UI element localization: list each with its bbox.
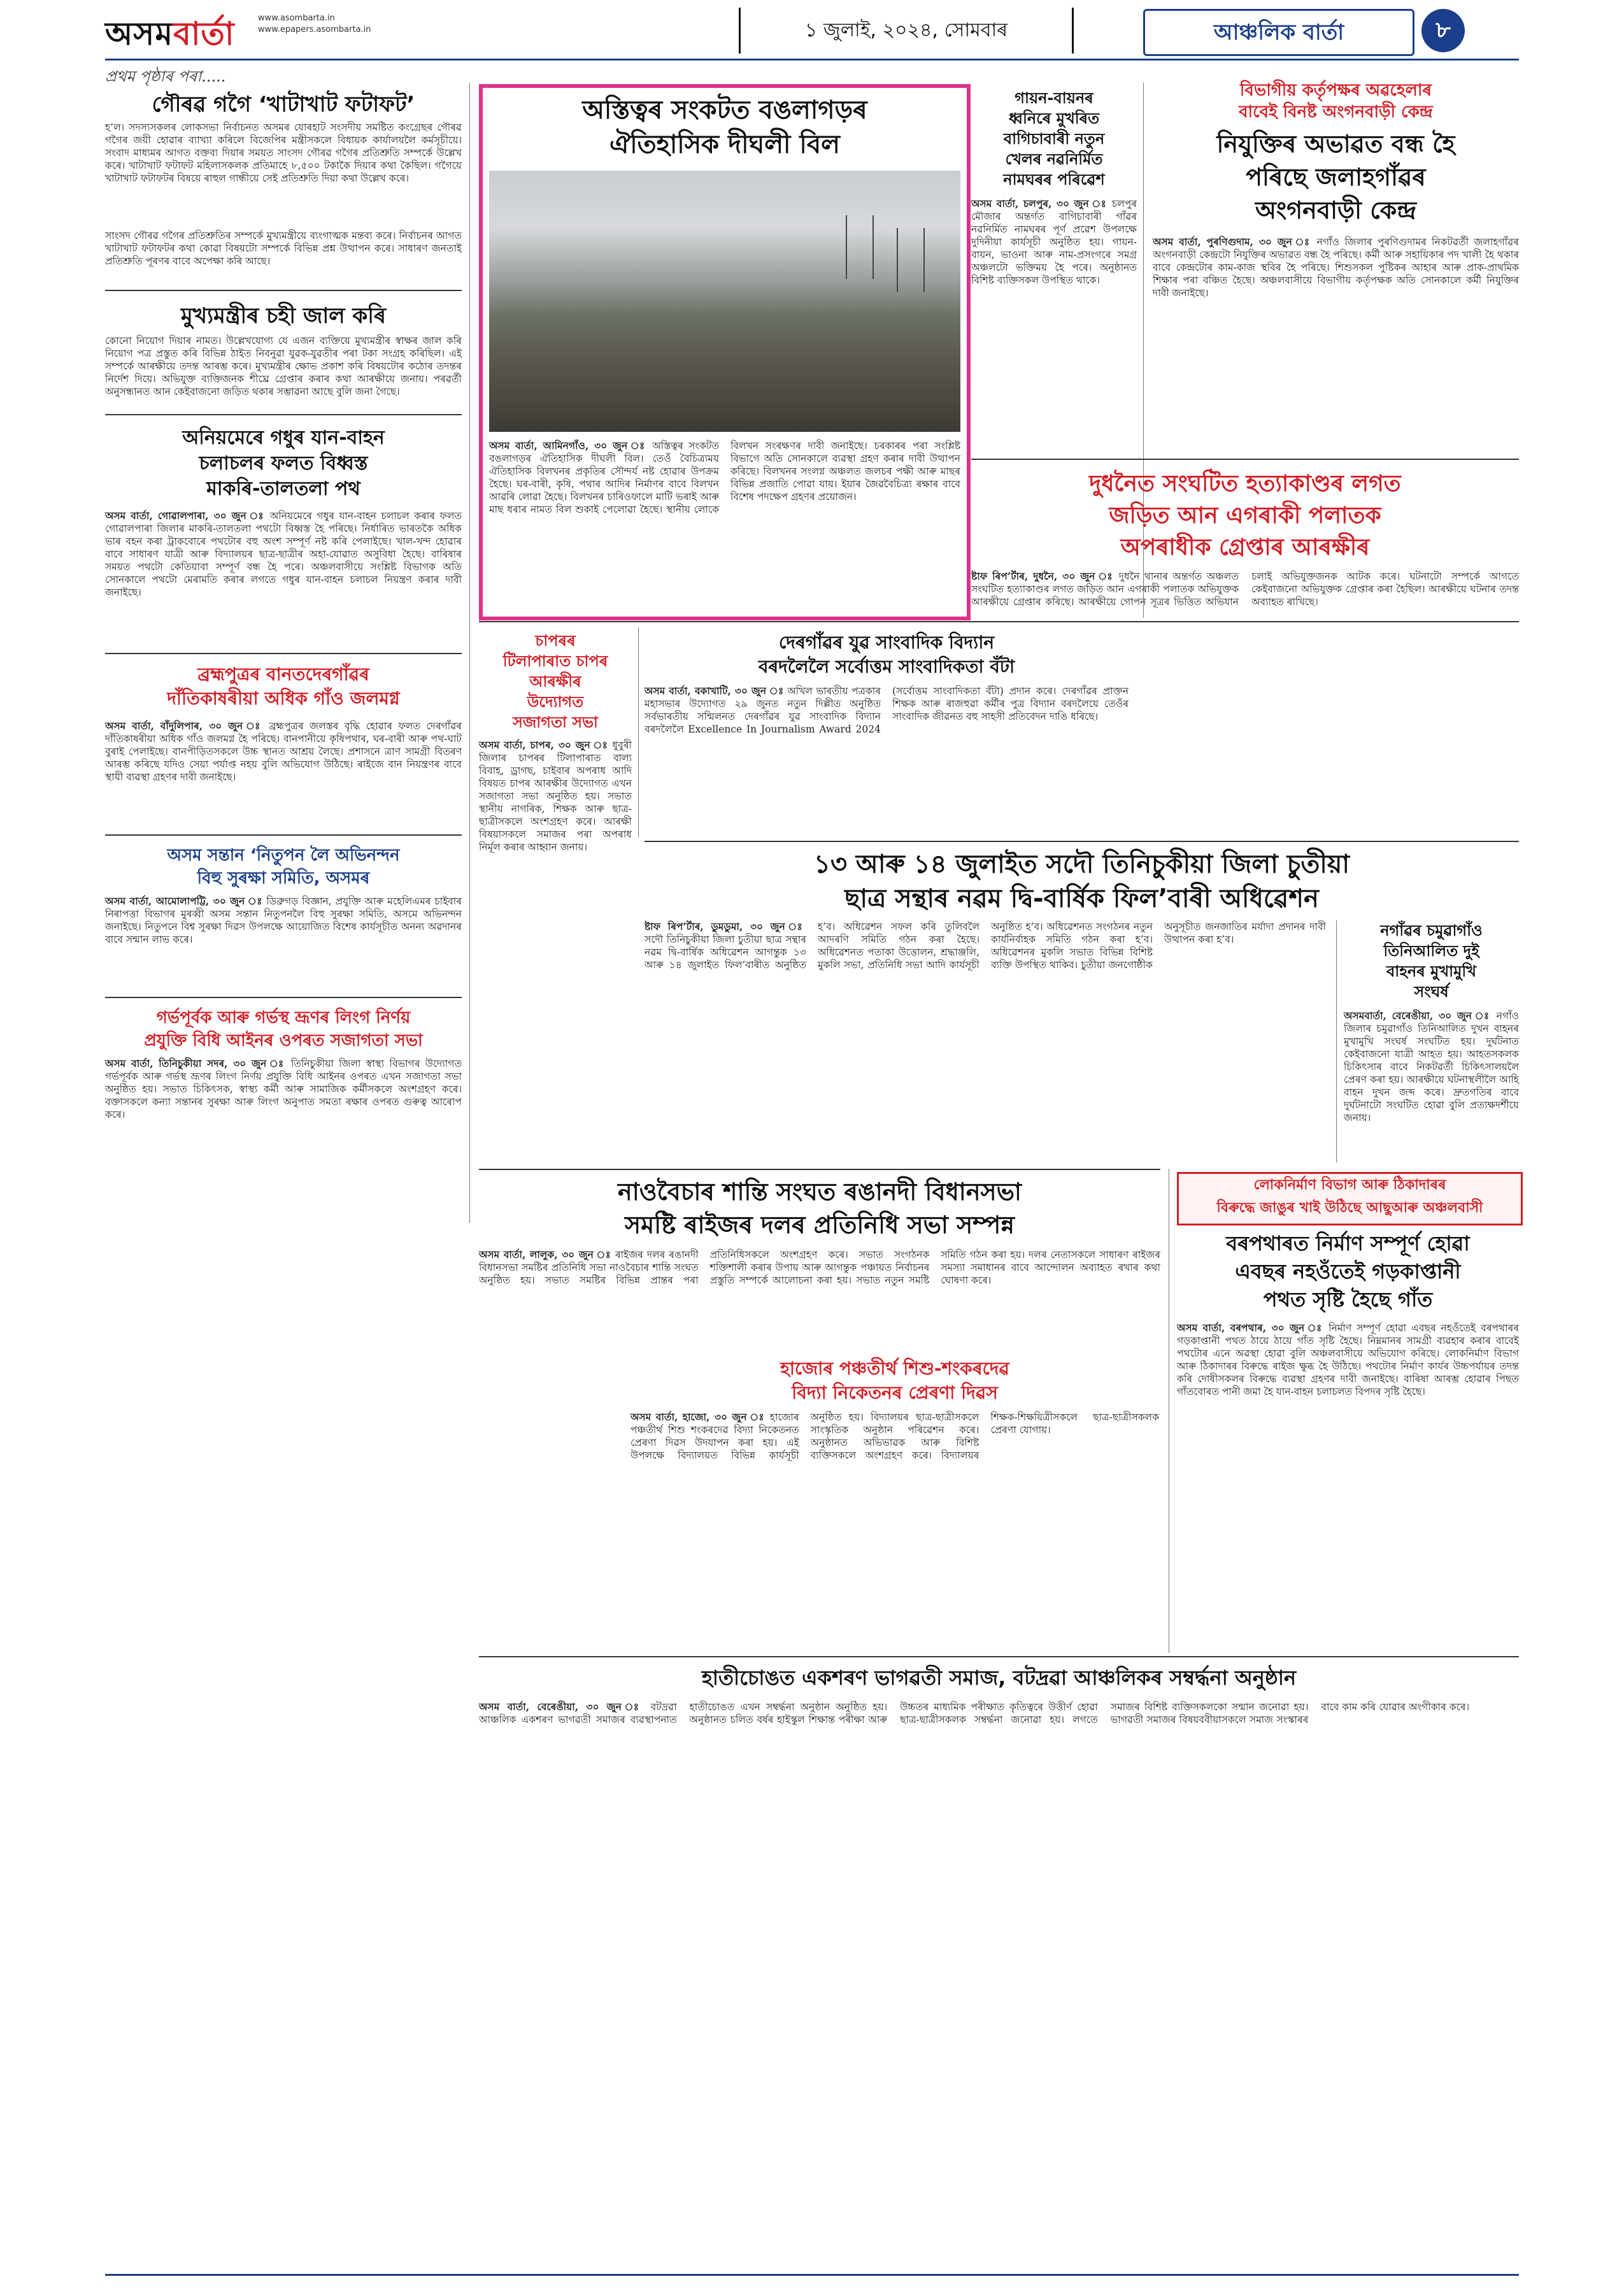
excellence-headline-line: বৰদলৈলৈ সৰ্বোত্তম সাংবাদিকতা বঁটা: [758, 656, 1015, 677]
vidya-headline-line: বিদ্যা নিকেতনৰ প্ৰেৰণা দিৱস: [792, 1382, 998, 1403]
divider: [479, 1656, 1519, 1657]
naobaicha-body: [479, 1248, 1160, 1287]
masthead-rule: [105, 59, 1519, 61]
brahmaputra-headline-line: ব্ৰহ্মপুত্ৰৰ বানতদেৰগাঁৱৰ: [197, 664, 369, 685]
namghar-headline-line: গায়ন-বায়নৰ: [1015, 89, 1093, 107]
epaper-link[interactable]: www.epapers.asombarta.in: [258, 25, 371, 34]
dighali-body: [489, 439, 960, 516]
murder-text: দুধনৈ থানাৰ অন্তৰ্গত অঞ্চলত সংঘটিত হত্যাকাণ্ডৰ লগত জড়িত আন এগৰাকী পলাতক অভিযুক্তক আৰক্ষীয়ে গ্ৰেপ্তাৰ কৰিছে। আৰক্ষীয়ে গোপন সূত্ৰৰ ভিত্তিত অভিযান চলাই অভিযুক্তজনক আটক কৰে। ঘটনাটো সম্পৰ্কে আগতে কেইবাজনো অভিযুক্তক গ্ৰেপ্তাৰ কৰা হৈছিল। আৰক্ষীয়ে ঘটনাৰ তদন্ত অব্যাহত ৰাখিছে।: [971, 571, 1519, 608]
murder-body: [971, 570, 1519, 608]
cm-headline: মুখ্যমন্ত্ৰীৰ চহী জাল কৰি: [180, 303, 387, 329]
excellence-text: অখিল ভাৰতীয় পত্ৰকাৰ মহাসভাৰ উদ্যোগত ২৯ জুনত নতুন দিল্লীত অনুষ্ঠিত সৰ্বভাৰতীয় সন্মিলনত দেৰগাঁৱৰ যুৱ সাংবাদিক বিদ্যান বৰদলৈলৈ Excellence In Journalism Award 2024 (সৰ্বোত্তম সাংবাদিকতা বঁটা) প্ৰদান কৰে। দেৰগাঁৱৰ প্ৰাক্তন শিক্ষক আৰু ৰাজহুৱা কৰ্মীৰ পুত্ৰ বিদ্যান বৰদলৈয়ে তেওঁৰ সাংবাদিক জীৱনত বহু সাহসী প্ৰতিবেদন দাঙি ধৰিছে।: [645, 685, 1129, 735]
dighali-headline-line: ঐতিহাসিক দীঘলী বিল: [609, 130, 840, 159]
garbha-text: তিনিচুকীয়া জিলা স্বাস্থ্য বিভাগৰ উদ্যোগত গৰ্ভপূৰ্বক আৰু গৰ্ভস্থ ভ্ৰূণৰ লিংগ নিৰ্ণয় প্ৰযুক্তি বিধি আইনৰ ওপৰত এখন সজাগতা সভা অনুষ্ঠিত হয়। সভাত চিকিৎসক, স্বাস্থ্য কৰ্মী আৰু সামাজিক কৰ্মীসকলে অংশগ্ৰহণ কৰে। বক্তাসকলে কন্যা সন্তানৰ সুৰক্ষা আৰু লিংগ অনুপাত সমতা ৰক্ষাৰ ওপৰত গুৰুত্ব আৰোপ কৰে।: [105, 1058, 462, 1120]
cm-body: কোনো নিয়োগ দিয়াৰ নামত। উল্লেখযোগ্য যে এজন ব্যক্তিয়ে মুখ্যমন্ত্ৰীৰ স্বাক্ষৰ জাল কৰি নিয়োগ পত্ৰ প্ৰস্তুত কৰি বিভিন্ন ঠাইত নিবনুৱা যুৱক-যুৱতীৰ পৰা টকা সংগ্ৰহ কৰিছিল। এই সম্পৰ্কে আৰক্ষীয়ে তদন্ত আৰম্ভ কৰে। মুখ্যমন্ত্ৰীৰ ক্ষোভ প্ৰকাশ কৰি বিষয়টোৰ কঠোৰ তদন্তৰ নিৰ্দেশ দিয়ে। অভিযুক্ত ব্যক্তিজনক শীঘ্ৰে গ্ৰেপ্তাৰ কৰাৰ কথা আৰক্ষীয়ে জনায়। পৰৱৰ্তী অনুসন্ধানত আন কেইবাজনো জড়িত থকাৰ সম্ভাৱনা আছে বুলি জনা গৈছে।: [105, 335, 462, 397]
byline: অসম বাৰ্তা, লালুক, ৩০ জুন ঃ: [479, 1248, 611, 1261]
byline: অসমবাৰ্তা, বেৰেঙীয়া, ৩০ জুন ঃ: [1344, 1010, 1492, 1022]
contractor-kicker: [1179, 1174, 1521, 1220]
divider: [479, 621, 1519, 622]
garbha-body: [105, 1057, 462, 1121]
dateline: ১ জুলাই, ২০২৪, সোমবাৰ: [739, 8, 1074, 54]
featured-story-box: [479, 84, 971, 620]
column-rule: [469, 83, 470, 1223]
contractor-headline: [1177, 1229, 1519, 1313]
namghar-headline-line: ধ্বনিৰে মুখৰিত: [1008, 110, 1100, 127]
namghar-headline-line: নামঘৰৰ পৰিৱেশ: [1003, 171, 1105, 189]
accident-text: নগাঁও জিলাৰ চমুৱাগাঁও তিনিআলিত দুখন বাহনৰ মুখামুখি সংঘৰ্ষ সংঘটিত হয়। দুৰ্ঘটনাত কেইবাজনো যাত্ৰী আহত হয়। আহতসকলক চিকিৎসাৰ বাবে নিকটৱৰ্তী চিকিৎসালয়লৈ প্ৰেৰণ কৰা হয়। আৰক্ষীয়ে ঘটনাস্থলীলৈ আহি বাহন দুখন জব্দ কৰে। দ্ৰুতগতিৰ বাবে দুৰ্ঘটনাটো সংঘটিত হোৱা বুলি প্ৰত্যক্ষদৰ্শীয়ে জনায়।: [1344, 1010, 1519, 1124]
dighali-text: অস্তিত্বৰ সংকটত বঙলাগড়ৰ ঐতিহাসিক দীঘলী বিল। তেওঁ বৈচিত্ৰ্যময় ঐতিহাসিক বিলখনৰ প্ৰকৃতিৰ সৌন্দৰ্য নষ্ট হোৱাৰ উপক্ৰম হৈছে। ঘৰ-বাৰী, কৃষি, পথাৰ আদিৰ নিৰ্মাণৰ বাবে বিলখন আৱৰি লোৱা হৈছে। বিলখনৰ চাৰিওফালে মাটি ভৰাই আৰু মাছ ধৰাৰ নামত বিল শুকাই পেলোৱা হৈছে। স্থানীয় লোকে বিলখন সংৰক্ষণৰ দাবী জনাইছে। চৰকাৰৰ পৰা সংশ্লিষ্ট বিভাগে অতি সোনকালে ব্যৱস্থা গ্ৰহণ কৰাৰ দাবী উত্থাপন কৰিছে। বিলখনৰ সংলগ্ন অঞ্চলত জলচৰ পক্ষী আৰু মাছৰ বিভিন্ন প্ৰজাতি পোৱা যায়। ইয়াৰ জৈৱবৈচিত্ৰ্য ৰক্ষাৰ বাবে বিশেষ পদক্ষেপ গ্ৰহণৰ প্ৰয়োজন।: [489, 440, 960, 515]
nitupon-headline-line: অসম সন্তান ‘নিতুপন লৈ অভিনন্দন: [167, 846, 400, 865]
anganwadi-kicker-line: বাবেই বিনষ্ট অংগনবাড়ী কেন্দ্ৰ: [1239, 103, 1433, 122]
excellence-headline-line: দেৰগাঁৱৰ যুৱ সাংবাদিক বিদ্যান: [778, 632, 995, 653]
byline: অসম বাৰ্তা, চাপৰ, ৩০ জুন ঃ: [479, 739, 609, 751]
garbha-headline-line: প্ৰযুক্তি বিধি আইনৰ ওপৰত সজাগতা সভা: [144, 1031, 423, 1050]
chapar-text: ধুবুৰী জিলাৰ চাপৰৰ টিলাপাৰাত বাল্য বিবাহ, ড্ৰাগছ, চাইবাৰ অপৰাধ আদি বিষয়ত চাপৰ আৰক্ষীৰ উদ্যোগত এখন সজাগতা সভা অনুষ্ঠিত হয়। সভাত স্থানীয় নাগৰিক, শিক্ষক আৰু ছাত্ৰ-ছাত্ৰীসকলে অংশগ্ৰহণ কৰে। আৰক্ষী বিষয়াসকলে সমাজৰ পৰা অপৰাধ নিৰ্মূল কৰাৰ আহ্বান জনায়।: [479, 739, 632, 853]
divider: [479, 1169, 1160, 1170]
dighali-headline: [489, 93, 960, 162]
anomaly-headline-line: চলাচলৰ ফলত বিধ্বস্ত: [199, 452, 368, 475]
chapar-body: [479, 739, 632, 854]
accident-headline: [1344, 920, 1519, 1002]
chutia-text: সদৌ তিনিচুকীয়া জিলা চুতীয়া ছাত্ৰ সন্থাৰ নৱম দ্বি-বাৰ্ষিক অধিৱেশন আগন্তুক ১৩ আৰু ১৪ জুলাইত ফিল’বাৰীত অনুষ্ঠিত হ’ব। অধিৱেশন সফল কৰি তুলিবলৈ আদৰণি সমিতি গঠন কৰা হৈছে। অধিৱেশনত পতাকা উত্তোলন, শ্ৰদ্ধাঞ্জলি, মুকলি সভা, প্ৰতিনিধি সভা আদি কাৰ্যসূচী অনুষ্ঠিত হ’ব। অধিৱেশনত সংগঠনৰ নতুন কাৰ্যনিৰ্বাহক সমিতি গঠন কৰা হ’ব। অধিৱেশনৰ মুকলি সভাত বিভিন্ন বিশিষ্ট ব্যক্তি উপস্থিত থাকিব। চুতীয়া জনগোষ্ঠীক অনুসূচীত জনজাতিৰ মৰ্যাদা প্ৰদানৰ দাবী উত্থাপন কৰা হ’ব।: [645, 921, 1326, 971]
garbha-headline-line: গৰ্ভপূৰ্বক আৰু গৰ্ভস্থ ভ্ৰূণৰ লিংগ নিৰ্ণয়: [156, 1008, 411, 1027]
anomaly-headline-line: অনিয়মেৰে গধুৰ যান-বাহন: [182, 427, 385, 449]
website-links: [258, 13, 371, 36]
anganwadi-body: [1153, 236, 1519, 299]
byline: ষ্টাফ ৰিপ’ৰ্টাৰ, দুধনৈ, ৩০ জুন ঃ: [971, 570, 1115, 582]
vidya-headline: [630, 1357, 1159, 1405]
accident-headline-line: তিনিআলিত দুই: [1383, 942, 1479, 960]
chutia-body: [645, 920, 1326, 971]
brahmaputra-text: ব্ৰহ্মপুত্ৰৰ জলস্তৰ বৃদ্ধি হোৱাৰ ফলত দেৰগাঁৱৰ দাঁতিকাষৰীয়া অধিক গাঁও জলমগ্ন হৈ পৰিছে। বানপানীয়ে কৃষিপথাৰ, ঘৰ-বাৰী আৰু পথ-ঘাট বুৰাই পেলাইছে। বানপীড়িতসকলে উচ্চ স্থানত আশ্ৰয় লৈছে। প্ৰশাসনে ত্ৰাণ সামগ্ৰী বিতৰণ আৰম্ভ কৰিছে যদিও সেয়া পৰ্যাপ্ত নহয় বুলি অভিযোগ উঠিছে। ৰাইজে বান নিয়ন্ত্ৰণৰ বাবে স্থায়ী ব্যৱস্থা গ্ৰহণৰ দাবী জনাইছে।: [105, 720, 462, 783]
naobaicha-headline-line: সমষ্টি ৰাইজৰ দলৰ প্ৰতিনিধি সভা সম্পন্ন: [625, 1211, 1015, 1239]
anomaly-headline-line: মাকৰি-তালতলা পথ: [206, 478, 360, 500]
murder-headline-line: অপৰাধীক গ্ৰেপ্তাৰ আৰক্ষীৰ: [1120, 534, 1370, 561]
divider: [971, 459, 1519, 460]
byline: অসম বাৰ্তা, বকাখাটি, ৩০ জুন ঃ: [645, 685, 784, 697]
byline: অসম বাৰ্তা, আমোলাপট্টি, ৩০ জুন ঃ: [105, 895, 263, 907]
brahmaputra-body: [105, 720, 462, 783]
murder-headline: [971, 468, 1519, 564]
anganwadi-headline: [1153, 127, 1519, 227]
anganwadi-kicker: [1153, 80, 1519, 123]
excellence-headline: [645, 631, 1129, 679]
transmission-tower-icon: [897, 228, 925, 292]
byline: অসম বাৰ্তা, বেৰেঙীয়া, ৩০ জুন ঃ: [479, 1701, 643, 1713]
divider: [105, 834, 462, 836]
accident-headline-line: নগাঁৱৰ চমুৱাগাঁও: [1380, 922, 1483, 939]
bhagawati-headline: হাতীচোঙত একশৰণ ভাগৱতী সমাজ, বটদ্ৰৱা আঞ্চলিকৰ সম্বৰ্দ্ধনা অনুষ্ঠান: [701, 1666, 1297, 1690]
anomaly-body: [105, 510, 462, 599]
wetland-photo: [489, 171, 960, 432]
anganwadi-kicker-line: বিভাগীয় কৰ্তৃপক্ষৰ অৱহেলাৰ: [1239, 81, 1432, 100]
logo-right-text: বাৰ্তা: [173, 15, 235, 52]
chutia-headline-line: ১৩ আৰু ১৪ জুলাইত সদৌ তিনিচুকীয়া জিলা চুতীয়া: [814, 850, 1350, 879]
website-link[interactable]: www.asombarta.in: [258, 13, 335, 23]
gourav-body: হ’ল। সদস্যসকলৰ লোকসভা নিৰ্বাচনত অসমৰ যোৰহাট সংসদীয় সমষ্টিত কংগ্ৰেছৰ গৌৰৱ গগৈৰ জয়ী হোৱাৰ ব্যাখ্যা কৰিলে বিজেপিৰ মন্ত্ৰীসকলে বিধায়ক কাৰ্যালয়লৈ কৰ্মসূচীয়ে। সংবাদ মাধ্যমৰ আগত বক্তব্য দিয়াৰ সময়ত সাংসদ গৌৰৱ গগৈৰ প্ৰতিশ্ৰুতি সম্পৰ্কে উল্লেখ কৰে। খাটাখাট ফটাফট মহিলাসকলক প্ৰতিমাহে ৮,৫০০ টকাকৈ দিয়াৰ কথা কৈছিল। গগৈয়ে খাটাখাট ফটাফটৰ বিষয়ে ৰাহুল গান্ধীয়ে সেই প্ৰতিশ্ৰুতি দিয়া কথা উল্লেখ কৰে।: [105, 122, 462, 184]
anganwadi-headline-line: অংগনবাড়ী কেন্দ্ৰ: [1255, 196, 1416, 224]
anganwadi-headline-line: পৰিছে জলাহগাঁৱৰ: [1246, 163, 1426, 191]
contractor-headline-line: বৰপথাৰত নিৰ্মাণ সম্পূৰ্ণ হোৱা: [1226, 1231, 1470, 1255]
vidya-headline-line: হাজোৰ পঞ্চতীৰ্থ শিশু-শংকৰদেৱ: [780, 1358, 1009, 1379]
accident-headline-line: সংঘৰ্ষ: [1414, 983, 1449, 1001]
byline: অসম বাৰ্তা, বাঁদুলিপাৰ, ৩০ জুন ঃ: [105, 720, 263, 732]
divider: [645, 841, 1519, 842]
divider: [105, 290, 462, 291]
nitupon-headline-line: বিহু সুৰক্ষা সমিতি, অসমৰ: [197, 869, 370, 888]
namghar-headline: [971, 88, 1137, 190]
chapar-headline-line: চাপৰৰ: [535, 632, 576, 650]
contractor-kicker-box: [1177, 1172, 1523, 1225]
byline: অসম বাৰ্তা, হাজো, ৩০ জুন ঃ: [630, 1411, 766, 1423]
chapar-headline-line: সজাগতা সভা: [512, 713, 599, 731]
accident-body: [1344, 1010, 1519, 1124]
nitupon-headline: [105, 844, 462, 890]
anganwadi-text: নগাঁও জিলাৰ পুৰণিগুদামৰ নিকটৱৰ্তী জলাহগাঁৱৰ অংগনবাড়ী কেন্দ্ৰটো নিযুক্তিৰ অভাৱত বন্ধ হৈ পৰিছে। কৰ্মী আৰু সহায়িকাৰ পদ খালী হৈ থকাৰ বাবে কেন্দ্ৰটোৰ কাম-কাজ স্থবিৰ হৈ পৰিছে। শিশুসকল পুষ্টিকৰ আহাৰ আৰু প্ৰাক-প্ৰাথমিক শিক্ষাৰ পৰা বঞ্চিত হৈছে। অঞ্চলবাসীয়ে বিভাগীয় কৰ্তৃপক্ষক অতি সোনকালে কৰ্মী নিযুক্তিৰ দাবী জনাইছে।: [1153, 236, 1519, 299]
section-title: আঞ্চলিক বাৰ্তা: [1143, 9, 1414, 56]
namghar-headline-line: বাগিচাবাৰী নতুন: [1003, 130, 1105, 148]
column-rule: [1336, 920, 1337, 1162]
murder-headline-line: জড়িত আন এগৰাকী পলাতক: [1109, 503, 1381, 529]
brahmaputra-headline-line: দাঁতিকাষৰীয়া অধিক গাঁও জলমগ্ন: [167, 688, 400, 709]
byline: অসম বাৰ্তা, পুৰণিগুদাম, ৩০ জুন ঃ: [1153, 236, 1312, 248]
newspaper-logo: [105, 11, 252, 56]
byline: অসম বাৰ্তা, গোৱালপাৰা, ৩০ জুন ঃ: [105, 510, 266, 522]
namghar-headline-line: খেলৰ নৱনিৰ্মিত: [1005, 150, 1103, 168]
vidya-body: [630, 1411, 1159, 1462]
nitupon-text: ডিব্ৰুগড় বিজ্ঞান, প্ৰযুক্তি আৰু মহেলিএমৰ চাইবাৰ নিৰাপত্তা বিভাগৰ মুৰব্বী অসম সন্তান নিতুপনলৈ বিহু সুৰক্ষা সমিতি, অসমে অভিনন্দন জনাইছে। নিতুপনে বিশ্ব সুৰক্ষা দিৱস উপলক্ষে আয়োজিত বিশেষ কাৰ্যসূচীত অনন্য অৱদানৰ বাবে সন্মান লাভ কৰে।: [105, 896, 462, 945]
bhagawati-text: বটদ্ৰৱা আঞ্চলিক একশৰণ ভাগৱতী সমাজৰ ব্যৱস্থাপনাত হাতীচোঙত এখন সম্বৰ্দ্ধনা অনুষ্ঠান অনুষ্ঠিত হয়। অনুষ্ঠানত চলিত বৰ্ষৰ হাইস্কুল শিক্ষান্ত পৰীক্ষা আৰু উচ্চতৰ মাধ্যমিক পৰীক্ষাত কৃতিত্বৰে উত্তীৰ্ণ হোৱা ছাত্ৰ-ছাত্ৰীসকলক সম্বৰ্দ্ধনা জনোৱা হয়। লগতে সমাজৰ বিশিষ্ট ব্যক্তিসকলকো সন্মান জনোৱা হয়। ভাগৱতী সমাজৰ বিষয়ববীয়াসকলে সমাজ সংস্কাৰৰ বাবে কাম কৰি যোৱাৰ অংগীকাৰ কৰে।: [479, 1701, 1470, 1725]
anomaly-text: অনিয়মেৰে গধুৰ যান-বাহন চলাচল কৰাৰ ফলত গোৱালপাৰা জিলাৰ মাকৰি-তালতলা পথটো বিধ্বস্ত হৈ পৰিছে। নিৰ্ধাৰিত ভাৰতকৈ অধিক ভাৰ বহন কৰা ট্ৰাকবোৰে পথটোৰ বহু অংশ সম্পূৰ্ণ নষ্ট কৰি পেলাইছে। খাল-খন্দ হোৱাৰ বাবে সাধাৰণ যাত্ৰী আৰু বিদ্যালয়ৰ ছাত্ৰ-ছাত্ৰীৰ অহা-যোৱাত অসুবিধা হৈছে। বাৰিষাৰ সময়ত পথটো কেতিয়াবা সম্পূৰ্ণ বন্ধ হৈ পৰে। অঞ্চলবাসীয়ে সংশ্লিষ্ট বিভাগক অতি সোনকালে পথটো মেৰামতি কৰাৰ লগতে গধুৰ যান-বাহন চলাচল নিয়ন্ত্ৰণ কৰাৰ দাবী জনাইছে।: [105, 510, 462, 598]
chutia-headline-line: ছাত্ৰ সন্থাৰ নৱম দ্বি-বাৰ্ষিক ফিল’বাৰী অধিৱেশন: [844, 884, 1319, 913]
chapar-headline-line: টিলাপাৰাত চাপৰ: [502, 652, 608, 670]
contractor-text: নিৰ্মাণ সম্পূৰ্ণ হোৱা এবছৰ নহওঁতেই বৰপথাৰৰ গড়কাপ্তানী পথত ঠায়ে ঠায়ে গাঁত সৃষ্টি হৈছে। নিম্নমানৰ সামগ্ৰী ব্যৱহাৰ কৰাৰ বাবেই পথটোৰ এনে অৱস্থা হোৱা বুলি অঞ্চলবাসীয়ে অভিযোগ কৰিছে। লোকনিৰ্মাণ বিভাগ আৰু ঠিকাদাৰৰ বিৰুদ্ধে ৰাইজ ক্ষুব্ধ হৈ উঠিছে। পথটোৰ নিৰ্মাণ কাৰ্যৰ উচ্চপৰ্যায়ৰ তদন্ত কৰি দোষীসকলৰ বিৰুদ্ধে ব্যৱস্থা গ্ৰহণৰ দাবী জনাইছে। বাৰিষা আৰম্ভ হোৱাৰ পিছত গাঁতবোৰত পানী জমা হৈ যান-বাহন চলাচলত বিপদৰ সৃষ্টি হৈছে।: [1177, 1322, 1519, 1397]
namghar-body: [971, 197, 1137, 287]
chapar-headline-line: উদ্যোগত: [527, 693, 584, 711]
chapar-headline: [479, 631, 632, 732]
byline: অসম বাৰ্তা, আমিনগাঁও, ৩০ জুন ঃ: [489, 439, 647, 452]
divider: [105, 997, 462, 998]
gourav-body-cont: সাংসদ গৌৰৱ গগৈৰ প্ৰতিশ্ৰুতিৰ সম্পৰ্কে মুখ্যমন্ত্ৰীয়ে ব্যংগাত্মক মন্তব্য কৰে। নিৰ্বাচনৰ আগত খাটাখাট ফটাফটৰ কথা কোৱা বিষয়টো সম্পৰ্কে বিভিন্ন প্ৰশ্ন উত্থাপন কৰে। সাধাৰণ জনতাই প্ৰতিশ্ৰুতি পূৰণৰ বাবে অপেক্ষা কৰি আছে।: [105, 230, 462, 267]
gourav-headline: গৌৰৱ গগৈ ‘খাটাখাট ফটাফট’: [152, 92, 415, 117]
garbha-headline: [105, 1006, 462, 1052]
chutia-headline: [645, 847, 1519, 916]
column-rule: [638, 627, 639, 838]
byline: অসম বাৰ্তা, বৰপথাৰ, ৩০ জুন ঃ: [1177, 1322, 1324, 1334]
contractor-body: [1177, 1322, 1519, 1398]
contractor-kicker-line: লোকনিৰ্মাণ বিভাগ আৰু ঠিকাদাৰৰ: [1253, 1177, 1446, 1193]
byline: অসম বাৰ্তা, তিনিচুকীয়া সদৰ, ৩০ জুন ঃ: [105, 1057, 286, 1069]
continuation-note: প্ৰথম পৃষ্ঠাৰ পৰা.....: [105, 68, 226, 85]
divider: [105, 653, 462, 654]
contractor-headline-line: এবছৰ নহওঁতেই গড়কাপ্তানী: [1235, 1259, 1461, 1283]
dighali-headline-line: অস্তিত্বৰ সংকটত বঙলাগড়ৰ: [582, 96, 867, 125]
bhagawati-body: [479, 1701, 1519, 1726]
murder-headline-line: দুধনৈত সংঘটিত হত্যাকাণ্ডৰ লগত: [1089, 471, 1401, 497]
naobaicha-headline: [479, 1175, 1160, 1241]
brahmaputra-headline: [105, 662, 462, 711]
byline: অসম বাৰ্তা, চলপুৰ, ৩০ জুন ঃ: [971, 197, 1108, 210]
vidya-text: হাজোৰ পঞ্চতীৰ্থ শিশু শংকৰদেৱ বিদ্যা নিকেতনত প্ৰেৰণা দিৱস উদযাপন কৰা হয়। এই উপলক্ষে বিদ্যালয়ত বিভিন্ন কাৰ্যসূচী অনুষ্ঠিত হয়। বিদ্যালয়ৰ ছাত্ৰ-ছাত্ৰীসকলে সাংস্কৃতিক অনুষ্ঠান পৰিৱেশন কৰে। অনুষ্ঠানত অভিভাৱক আৰু বিশিষ্ট ব্যক্তিসকলে অংশগ্ৰহণ কৰে। বিদ্যালয়ৰ শিক্ষক-শিক্ষয়িত্ৰীসকলে ছাত্ৰ-ছাত্ৰীসকলক প্ৰেৰণা যোগায়।: [630, 1411, 1159, 1461]
byline: ষ্টাফ ৰিপ’ৰ্টাৰ, ডুমডুমা, ৩০ জুন ঃ: [645, 920, 806, 932]
page-number: ৮: [1421, 9, 1465, 52]
nitupon-body: [105, 895, 462, 946]
anomaly-headline: [105, 425, 462, 502]
footer-rule: [105, 2274, 1519, 2276]
logo-left-text: অসম: [105, 15, 174, 52]
chapar-headline-line: আৰক্ষীৰ: [529, 673, 581, 690]
contractor-kicker-line: বিৰুদ্ধে জাঙুৰ খাই উঠিছে আছুআৰু অঞ্চলবাসী: [1216, 1200, 1483, 1216]
transmission-tower-icon: [846, 215, 874, 279]
namghar-text: চলপুৰ মৌজাৰ অন্তৰ্গত বাগিচাবাৰী গাঁৱৰ নৱনিৰ্মিত নামঘৰৰ পূৰ্ণ প্ৰৱেশ উপলক্ষে দুদিনীয়া কাৰ্যসূচী অনুষ্ঠিত হয়। গায়ন-বায়ন, ভাওনা আৰু নাম-প্ৰসংগৰে সমগ্ৰ অঞ্চলটো ভক্তিময় হৈ পৰে। অনুষ্ঠানত বিশিষ্ট ব্যক্তিসকল উপস্থিত থাকে।: [971, 198, 1137, 286]
naobaicha-text: ৰাইজৰ দলৰ ৰঙানদী বিধানসভা সমষ্টিৰ প্ৰতিনিধি সভা নাওবৈচাৰ শান্তি সংঘত অনুষ্ঠিত হয়। সভাত সমষ্টিৰ বিভিন্ন প্ৰান্তৰ পৰা প্ৰতিনিধিসকলে অংশগ্ৰহণ কৰে। সভাত সংগঠনক শক্তিশালী কৰাৰ উপায় আৰু আগন্তুক পঞ্চায়ত নিৰ্বাচনৰ প্ৰস্তুতি সম্পৰ্কে আলোচনা কৰা হয়। সভাত নতুন সমষ্টি সমিতি গঠন কৰা হয়। দলৰ নেতাসকলে সাধাৰণ ৰাইজৰ সমস্যা সমাধানৰ বাবে আন্দোলন অব্যাহত ৰখাৰ কথা ঘোষণা কৰে।: [479, 1249, 1160, 1286]
divider: [105, 414, 462, 415]
contractor-headline-line: পথত সৃষ্টি হৈছে গাঁত: [1263, 1287, 1433, 1311]
naobaicha-headline-line: নাওবৈচাৰ শান্তি সংঘত ৰঙানদী বিধানসভা: [618, 1178, 1022, 1206]
accident-headline-line: বাহনৰ মুখামুখি: [1386, 962, 1477, 980]
anganwadi-headline-line: নিযুক্তিৰ অভাৱত বন্ধ হৈ: [1216, 130, 1455, 158]
excellence-body: [645, 685, 1129, 736]
